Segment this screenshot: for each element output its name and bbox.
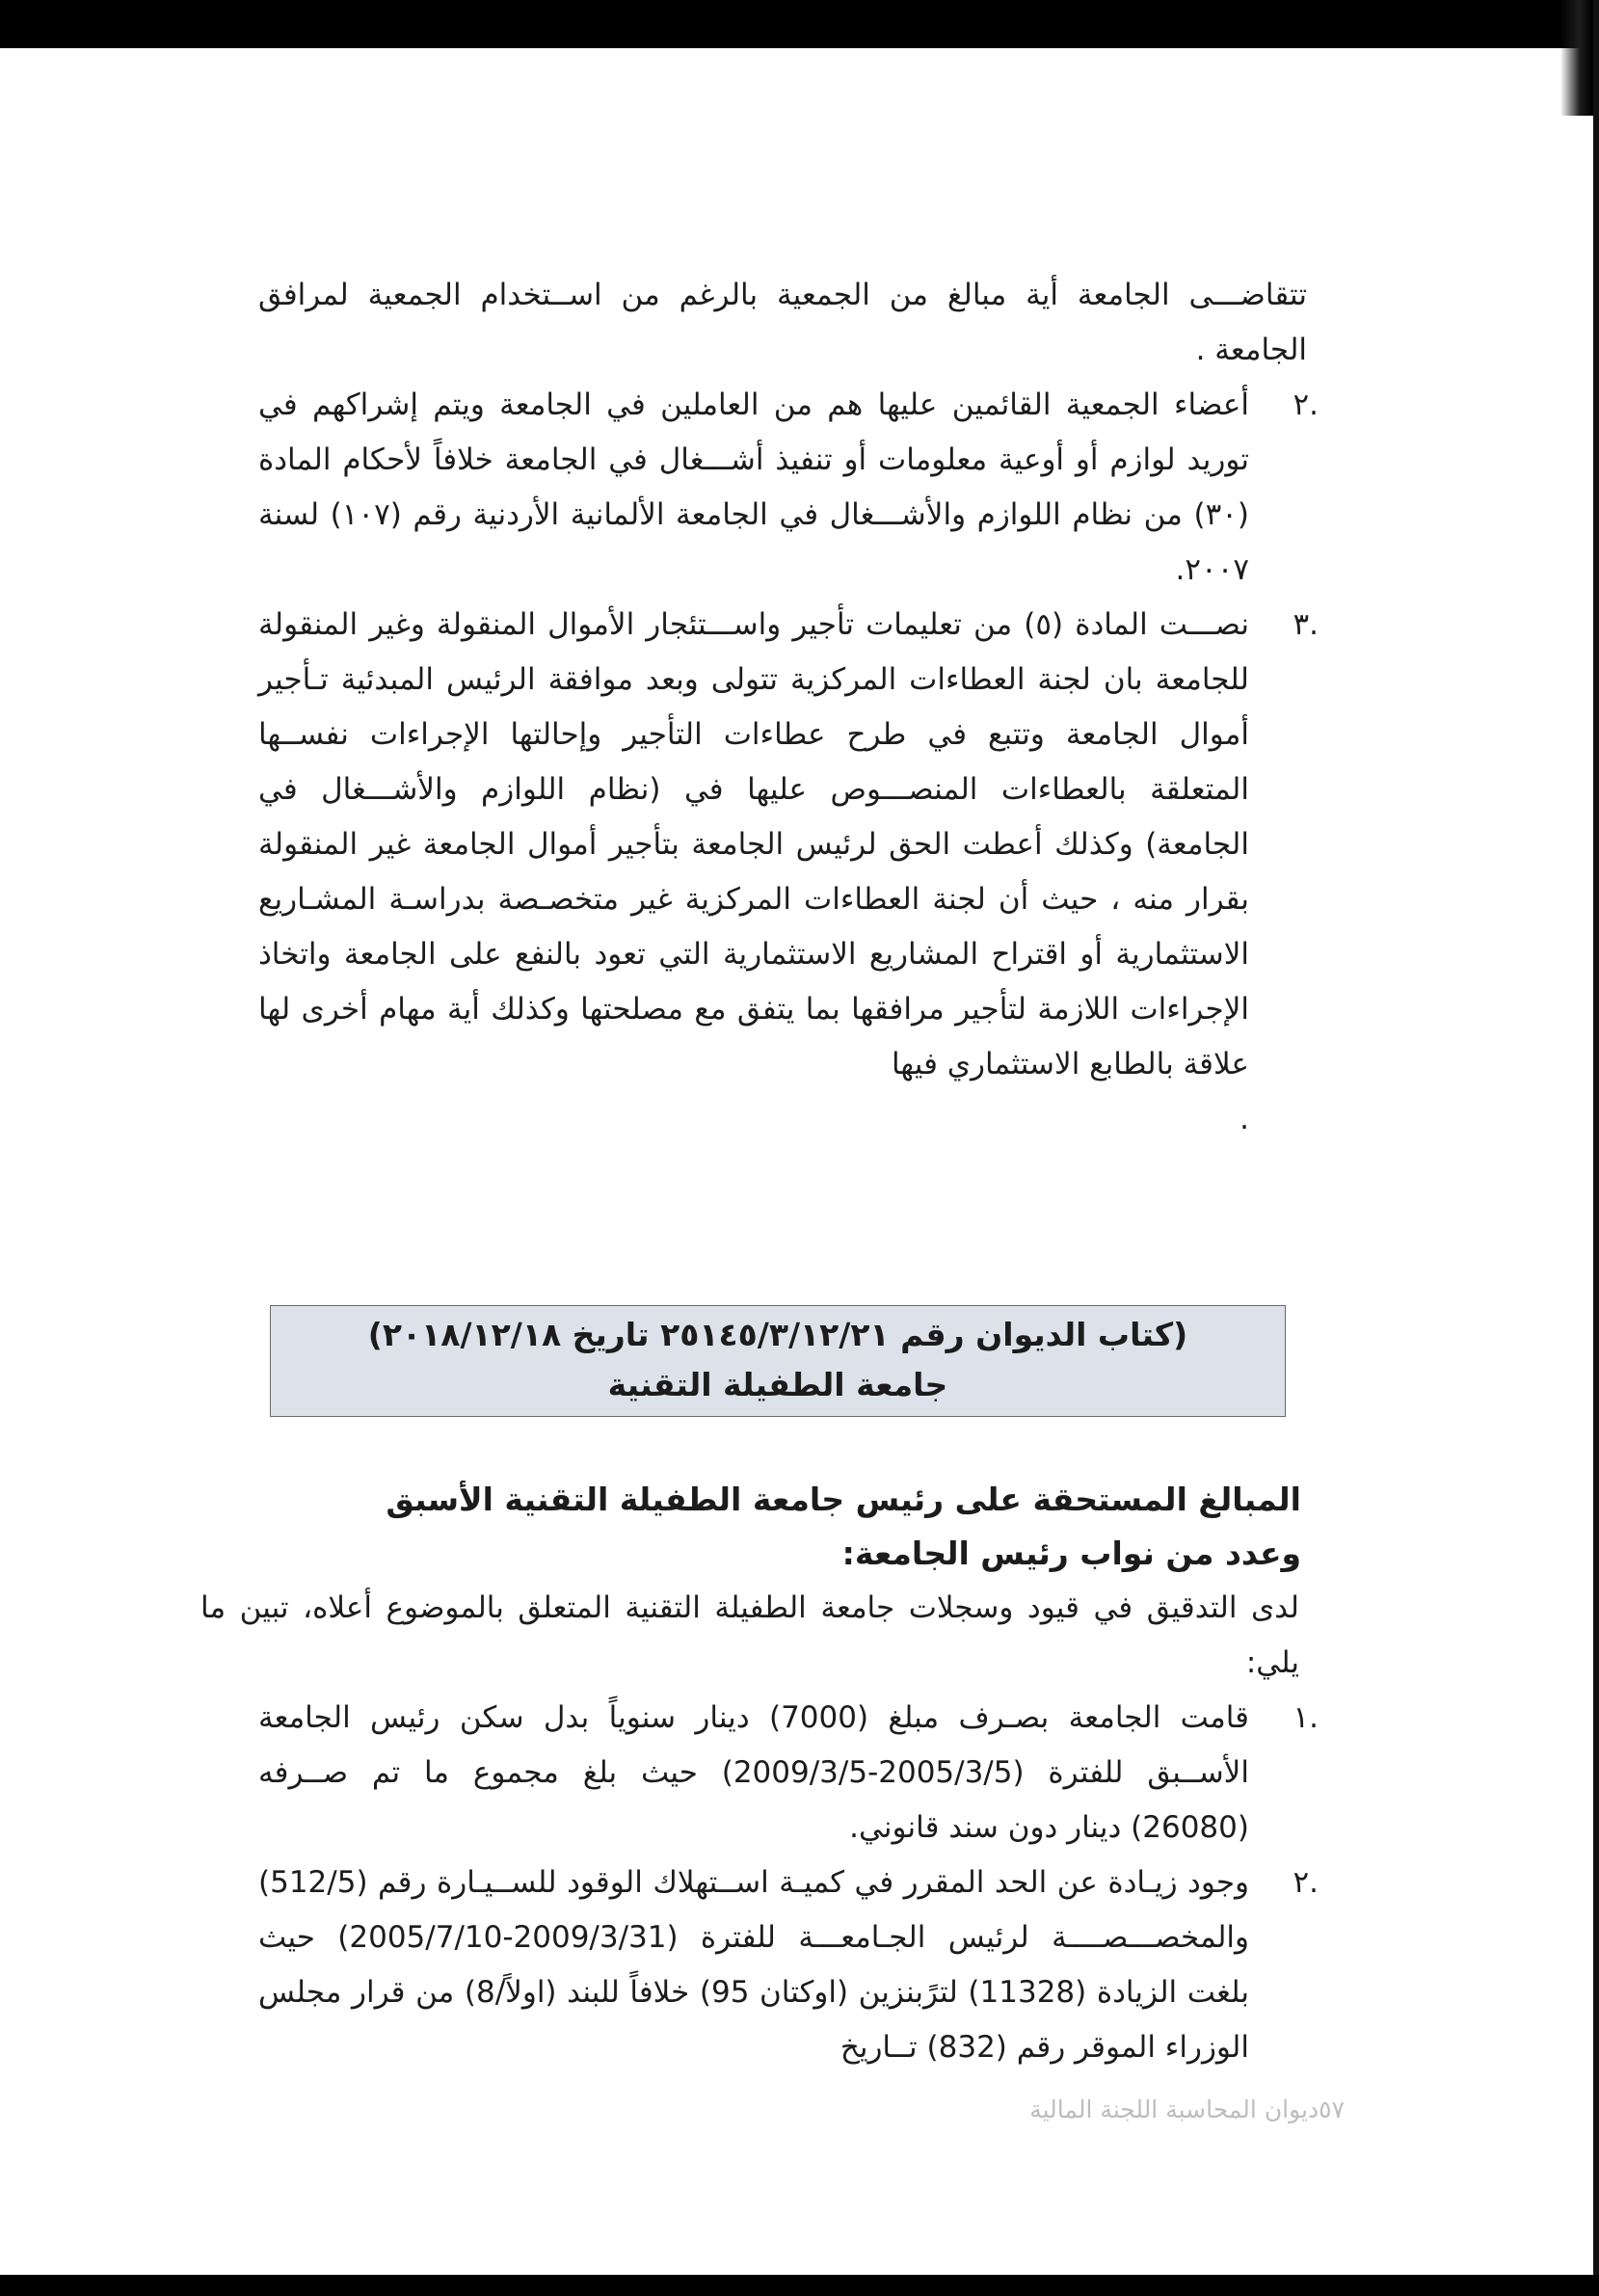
page-footer xyxy=(824,2096,1345,2123)
page-number: ٥٧ xyxy=(1319,2096,1345,2123)
item-number: .٣ xyxy=(1293,607,1319,642)
intro-paragraph: تتقاضـــى الجامعة أية مبالغ من الجمعية بالرغم من اســتخدام الجمعية لمرافق الجامعة . xyxy=(258,278,1307,367)
university-name: جامعة الطفيلة التقنية xyxy=(607,1366,948,1403)
item-number: .٢ xyxy=(1293,1865,1319,1900)
section-1 xyxy=(258,268,1319,1147)
footer-text: ديوان المحاسبة اللجنة المالية xyxy=(1029,2096,1319,2123)
scan-border-bottom xyxy=(0,2275,1599,2296)
item-number: .٢ xyxy=(1293,387,1319,422)
section-2 xyxy=(200,1581,1319,2075)
letter-title-box xyxy=(270,1305,1286,1417)
item-text: وجود زيـادة عن الحد المقرر في كميـة اســتهلاك الوقود للســيـارة رقم (512/5) والمخصـــصــــة لرئيس الجـامعـــة للفترة (2009/3/31-2005/7/10) حيث بلغت الزيادة (11328) لترًبنزين (اوكتان 95) خلافاً للبند (اولاً/8) من قرار مجلس الوزراء الموقر رقم (832) تــاريخ xyxy=(258,1865,1249,2065)
item-text: قامت الجامعة بصـرف مبلغ (7000) دينار سنوياً بدل سكن رئيس الجامعة الأســبق للفترة (2005/3/5-2009/3/5) حيث بلغ مجموع ما تم صــرفه (26080) دينار دون سند قانوني. xyxy=(258,1700,1249,1845)
list-item xyxy=(258,1691,1319,1855)
intro-paragraph: لدى التدقيق في قيود وسجلات جامعة الطفيلة التقنية المتعلق بالموضوع أعلاه، تبين ما يلي: xyxy=(200,1590,1299,1680)
trailing-dot: . xyxy=(1239,1102,1249,1136)
list-item xyxy=(258,598,1319,1092)
list-item xyxy=(258,378,1319,598)
trailing-line xyxy=(258,1092,1307,1147)
scan-border-top xyxy=(0,0,1599,48)
item-text: أعضاء الجمعية القائمين عليها هم من العاملين في الجامعة ويتم إشراكهم في توريد لوازم أو أوعية معلومات أو تنفيذ أشـــغال في الجامعة خلافاً لأحكام المادة (٣٠) من نظام اللوازم والأشـــغال في الجامعة الألمانية الأردنية رقم (١٠٧) لسنة ٢٠٠٧. xyxy=(258,387,1249,587)
list-item xyxy=(258,1855,1319,2075)
item-text: نصـــت المادة (٥) من تعليمات تأجير واســـتئجار الأموال المنقولة وغير المنقولة للجامعة بان لجنة العطاءات المركزية تتولى وبعد موافقة الرئيس المبدئية تـأجير أموال الجامعة وتتبع في طرح عطاءات التأجير وإحالتها الإجراءات نفســها المتعلقة بالعطاءات المنصـــوص عليها في (نظام اللوازم والأشـــغال في الجامعة) وكذلك أعطت الحق لرئيس الجامعة بتأجير أموال الجامعة غير المنقولة بقرار منه ، حيث أن لجنة العطاءات المركزية غير متخصـصة بدراسـة المشـاريع الاستثمارية أو اقتراح المشاريع الاستثمارية التي تعود بالنفع على الجامعة واتخاذ الإجراءات اللازمة لتأجير مرافقها بما يتفق مع مصلحتها وكذلك أية مهام أخرى لها علاقة بالطابع الاستثماري فيها xyxy=(258,607,1249,1081)
scan-border-right xyxy=(1593,0,1599,2296)
section-heading: المبالغ المستحقة على رئيس جامعة الطفيلة التقنية الأسبق وعدد من نواب رئيس الجامعة: xyxy=(386,1481,1301,1572)
letter-reference: (كتاب الديوان رقم ٢٥١٤٥/٣/١٢/٢١ تاريخ ٢٠١٨/١٢/١٨) xyxy=(367,1316,1188,1353)
item-number: .١ xyxy=(1293,1700,1319,1735)
